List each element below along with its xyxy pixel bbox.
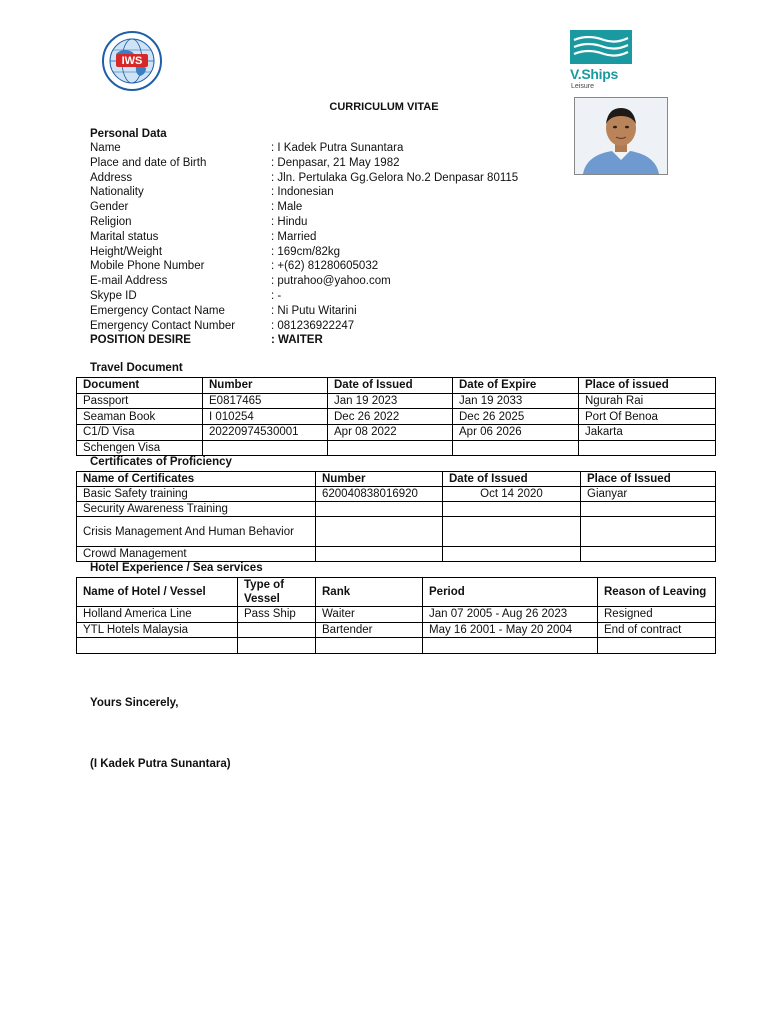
personal-data-label: POSITION DESIRE — [90, 334, 191, 347]
table-cell — [443, 517, 581, 547]
personal-data-row — [90, 200, 560, 215]
personal-data-value: : Indonesian — [271, 186, 334, 199]
table-header-cell: Place of issued — [579, 378, 716, 394]
personal-data-label: Name — [90, 142, 121, 154]
table-cell: Holland America Line — [77, 607, 238, 623]
personal-data-value: : putrahoo@yahoo.com — [271, 275, 391, 288]
table-cell — [581, 517, 716, 547]
table-cell — [443, 502, 581, 517]
personal-data-row — [90, 230, 560, 245]
table-cell — [316, 502, 443, 517]
vships-logo — [566, 30, 646, 92]
personal-data-label: Place and date of Birth — [90, 156, 207, 169]
personal-data-value: : Married — [271, 230, 317, 243]
personal-data-value: : +(62) 81280605032 — [271, 260, 379, 273]
personal-data-value: : Ni Putu Witarini — [271, 304, 357, 317]
table-cell: Pass Ship — [238, 607, 316, 623]
table-cell: 20220974530001 — [203, 425, 328, 441]
page-title: CURRICULUM VITAE — [329, 101, 439, 113]
table-cell: Jan 19 2023 — [328, 393, 453, 409]
travel-document-heading: Travel Document — [90, 362, 183, 374]
table-cell: Resigned — [598, 607, 716, 623]
table-header-cell: Reason of Leaving — [598, 578, 716, 607]
personal-data-value: : Jln. Pertulaka Gg.Gelora No.2 Denpasar 80115 — [271, 171, 519, 184]
table-cell — [77, 638, 238, 654]
table-cell: Bartender — [316, 622, 423, 638]
table-cell — [581, 547, 716, 562]
table-cell: Passport — [77, 393, 203, 409]
table-cell: Dec 26 2025 — [453, 409, 579, 425]
personal-data-label: Religion — [90, 215, 132, 228]
table-cell — [453, 440, 579, 456]
table-cell — [238, 622, 316, 638]
table-cell: Apr 06 2026 — [453, 425, 579, 441]
table-header-cell: Document — [77, 378, 203, 394]
table-header-cell: Date of Issued — [328, 378, 453, 394]
table-row — [77, 622, 716, 638]
table-header-cell: Type of Vessel — [238, 578, 316, 607]
table-cell — [316, 638, 423, 654]
personal-data-label: Address — [90, 171, 133, 184]
personal-data-value: : 081236922247 — [271, 319, 355, 332]
table-header-cell: Rank — [316, 578, 423, 607]
personal-data-label: E-mail Address — [90, 275, 168, 288]
personal-data-label: Emergency Contact Name — [90, 304, 225, 317]
vships-brand: V.Ships — [570, 66, 618, 82]
table-cell — [203, 440, 328, 456]
vships-sub: Leisure — [571, 83, 594, 90]
personal-data-label: Mobile Phone Number — [90, 260, 205, 273]
personal-data-row — [90, 333, 560, 348]
table-row — [77, 607, 716, 623]
table-header-cell: Date of Issued — [443, 472, 581, 487]
travel-document-table — [76, 377, 716, 456]
table-row — [77, 440, 716, 456]
table-cell: Waiter — [316, 607, 423, 623]
table-cell: May 16 2001 - May 20 2004 — [423, 622, 598, 638]
certificates-table — [76, 471, 716, 562]
table-cell: Crisis Management And Human Behavior — [77, 517, 316, 547]
table-cell: Basic Safety training — [77, 487, 316, 502]
personal-data-row — [90, 215, 560, 230]
table-header-cell: Name of Hotel / Vessel — [77, 578, 238, 607]
table-row — [77, 409, 716, 425]
personal-data-label: Marital status — [90, 230, 159, 243]
table-cell — [423, 638, 598, 654]
table-row — [77, 393, 716, 409]
signature-name: (I Kadek Putra Sunantara) — [90, 758, 231, 770]
table-cell: C1/D Visa — [77, 425, 203, 441]
table-header-cell: Place of Issued — [581, 472, 716, 487]
personal-data-label: Emergency Contact Number — [90, 319, 236, 332]
table-row — [77, 425, 716, 441]
iws-logo-text: IWS — [121, 55, 143, 67]
personal-data-list — [90, 141, 560, 348]
table-cell: Crowd Management — [77, 547, 316, 562]
table-header-cell: Period — [423, 578, 598, 607]
table-cell: Schengen Visa — [77, 440, 203, 456]
personal-data-row — [90, 156, 560, 171]
personal-data-row — [90, 171, 560, 186]
table-header-cell: Number — [203, 378, 328, 394]
personal-data-value: : - — [271, 289, 282, 302]
table-cell: 620040838016920 — [316, 487, 443, 502]
table-row — [77, 638, 716, 654]
personal-data-label: Nationality — [90, 186, 144, 199]
personal-data-section — [90, 127, 560, 348]
table-cell: Jan 07 2005 - Aug 26 2023 — [423, 607, 598, 623]
table-cell: I 010254 — [203, 409, 328, 425]
table-header-cell: Name of Certificates — [77, 472, 316, 487]
table-cell — [598, 638, 716, 654]
table-cell: Apr 08 2022 — [328, 425, 453, 441]
personal-data-row — [90, 185, 560, 200]
personal-data-value: : Denpasar, 21 May 1982 — [271, 156, 400, 169]
table-cell — [443, 547, 581, 562]
table-cell — [316, 547, 443, 562]
table-cell: YTL Hotels Malaysia — [77, 622, 238, 638]
hotel-experience-heading: Hotel Experience / Sea services — [90, 562, 263, 574]
table-row — [77, 487, 716, 502]
table-cell: Port Of Benoa — [579, 409, 716, 425]
personal-data-row — [90, 141, 560, 156]
personal-data-value: : Male — [271, 201, 303, 214]
certificates-heading: Certificates of Proficiency — [90, 456, 232, 468]
table-row — [77, 547, 716, 562]
table-cell: End of contract — [598, 622, 716, 638]
table-cell: E0817465 — [203, 393, 328, 409]
table-header-cell: Number — [316, 472, 443, 487]
iws-logo — [94, 30, 170, 92]
personal-data-heading: Personal Data — [90, 128, 167, 140]
table-header-cell: Date of Expire — [453, 378, 579, 394]
table-cell: Seaman Book — [77, 409, 203, 425]
personal-data-value: : WAITER — [271, 334, 323, 347]
personal-data-row — [90, 274, 560, 289]
table-cell — [579, 440, 716, 456]
personal-data-label: Gender — [90, 201, 129, 214]
table-cell — [328, 440, 453, 456]
personal-data-value: : 169cm/82kg — [271, 245, 341, 258]
personal-data-value: : Hindu — [271, 215, 308, 228]
table-cell: Dec 26 2022 — [328, 409, 453, 425]
table-cell — [581, 502, 716, 517]
table-cell: Jakarta — [579, 425, 716, 441]
personal-data-label: Height/Weight — [90, 245, 163, 258]
table-cell: Oct 14 2020 — [443, 487, 581, 502]
table-cell: Security Awareness Training — [77, 502, 316, 517]
personal-data-label: Skype ID — [90, 289, 137, 302]
table-cell: Ngurah Rai — [579, 393, 716, 409]
table-cell — [316, 517, 443, 547]
personal-data-row — [90, 304, 560, 319]
personal-data-value: : I Kadek Putra Sunantara — [271, 142, 404, 154]
table-cell: Jan 19 2033 — [453, 393, 579, 409]
personal-data-row — [90, 245, 560, 260]
hotel-experience-table — [76, 577, 716, 654]
table-cell: Gianyar — [581, 487, 716, 502]
table-cell — [238, 638, 316, 654]
personal-data-row — [90, 259, 560, 274]
table-row — [77, 517, 716, 547]
personal-data-row — [90, 289, 560, 304]
closing-text: Yours Sincerely, — [90, 697, 179, 709]
table-row — [77, 502, 716, 517]
personal-data-row — [90, 319, 560, 334]
